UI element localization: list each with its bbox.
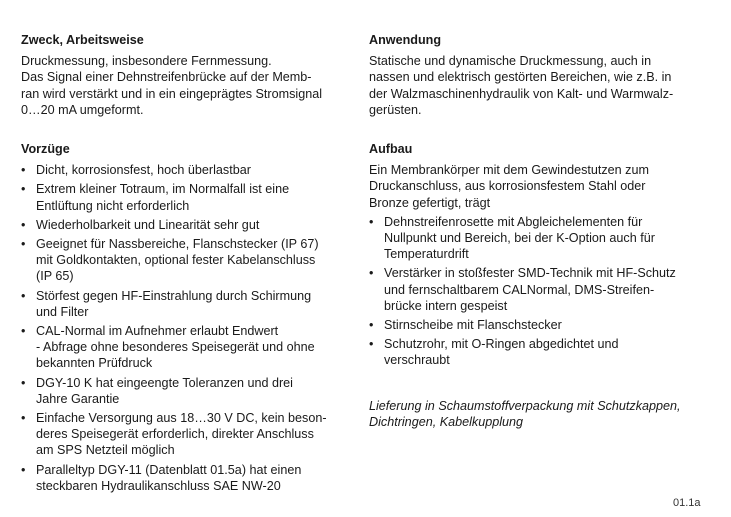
lieferung-text	[369, 398, 709, 430]
list-item	[369, 214, 709, 263]
list-item-line: (IP 65)	[36, 269, 74, 284]
heading-aufbau: Aufbau	[369, 142, 413, 157]
list-item-line: Schutzrohr, mit O-Ringen abgedichtet und	[384, 337, 619, 352]
list-item-line: Jahre Garantie	[36, 391, 120, 406]
list-item-line: und Filter	[36, 304, 89, 319]
list-item-line: Entlüftung nicht erforderlich	[36, 198, 190, 213]
zweck-line: 0…20 mA umgeformt.	[21, 102, 144, 117]
list-item-line: Paralleltyp DGY-11 (Datenblatt 01.5a) hat einen	[36, 462, 302, 477]
list-item	[21, 181, 351, 213]
list-item-line: bekannten Prüfdruck	[36, 356, 153, 371]
lieferung-line: Lieferung in Schaumstoffverpackung mit Schutzkappen,	[369, 398, 681, 413]
list-item-line: CAL-Normal im Aufnehmer erlaubt Endwert	[36, 324, 279, 339]
anwendung-line: nassen und elektrisch gestörten Bereichen, wie z.B. in	[369, 70, 672, 85]
right-column	[369, 32, 709, 430]
list-item-line: deres Speisegerät erforderlich, direkter Anschluss	[36, 427, 314, 442]
list-item	[21, 323, 351, 372]
list-item-line: Temperaturdrift	[384, 247, 469, 262]
list-item	[369, 265, 709, 314]
list-item	[21, 236, 351, 285]
list-item-line: mit Goldkontakten, optional fester Kabelanschluss	[36, 253, 316, 268]
list-item-line: am SPS Netzteil möglich	[36, 443, 175, 458]
list-item-line: Verstärker in stoßfester SMD-Technik mit HF-Schutz	[384, 266, 676, 281]
list-item	[21, 462, 351, 494]
section-aufbau	[369, 141, 709, 369]
list-item	[21, 288, 351, 320]
section-zweck	[21, 32, 351, 118]
list-item-line: Stirnscheibe mit Flanschstecker	[384, 318, 562, 333]
anwendung-line: Statische und dynamische Druckmessung, auch in	[369, 54, 652, 69]
section-anwendung	[369, 32, 709, 118]
heading-vorzuege: Vorzüge	[21, 142, 70, 157]
list-item-line: Dicht, korrosionsfest, hoch überlastbar	[36, 163, 251, 178]
list-item-line: Dehnstreifenrosette mit Abgleichelementen für	[384, 214, 643, 229]
zweck-line: Das Signal einer Dehnstreifenbrücke auf der Memb-	[21, 70, 312, 85]
anwendung-line: der Walzmaschinenhydraulik von Kalt- und Warmwalz-	[369, 86, 674, 101]
list-item-line: Wiederholbarkeit und Linearität sehr gut	[36, 217, 260, 232]
list-item-line: und fernschaltbarem CALNormal, DMS-Streifen-	[384, 282, 655, 297]
list-item-line: Einfache Versorgung aus 18…30 V DC, kein beson-	[36, 411, 327, 426]
aufbau-list	[369, 214, 709, 369]
heading-zweck: Zweck, Arbeitsweise	[21, 33, 144, 47]
vorzuege-list	[21, 162, 351, 494]
list-item-line: Nullpunkt und Bereich, bei der K-Option auch für	[384, 231, 655, 246]
list-item-line: verschraubt	[384, 353, 450, 368]
list-item-line: Geeignet für Nassbereiche, Flanschstecker (IP 67)	[36, 237, 319, 252]
list-item-line: Störfest gegen HF-Einstrahlung durch Schirmung	[36, 288, 312, 303]
zweck-line: Druckmessung, insbesondere Fernmessung.	[21, 54, 272, 69]
zweck-text	[21, 53, 351, 118]
zweck-line: ran wird verstärkt und in ein eingeprägtes Stromsignal	[21, 86, 323, 101]
list-item	[21, 410, 351, 459]
list-item-line: Extrem kleiner Totraum, im Normalfall ist eine	[36, 182, 290, 197]
list-item	[21, 375, 351, 407]
list-item	[21, 217, 351, 233]
anwendung-text	[369, 53, 709, 118]
list-item-line: - Abfrage ohne besonderes Speisegerät und ohne	[36, 340, 315, 355]
aufbau-intro-line: Bronze gefertigt, trägt	[369, 195, 491, 210]
list-item	[369, 317, 709, 333]
heading-anwendung: Anwendung	[369, 33, 442, 47]
list-item-line: steckbaren Hydraulikanschluss SAE NW-20	[36, 478, 281, 493]
anwendung-line: gerüsten.	[369, 102, 422, 117]
aufbau-intro-line: Ein Membrankörper mit dem Gewindestutzen zum	[369, 163, 649, 178]
page-number: 01.1a	[673, 497, 701, 509]
list-item	[21, 162, 351, 178]
list-item	[369, 336, 709, 368]
aufbau-intro	[369, 162, 709, 211]
aufbau-intro-line: Druckanschluss, aus korrosionsfestem Stahl oder	[369, 179, 646, 194]
list-item-line: DGY-10 K hat eingeengte Toleranzen und drei	[36, 375, 293, 390]
lieferung-line: Dichtringen, Kabelkupplung	[369, 414, 524, 429]
left-column	[21, 32, 351, 517]
section-vorzuege	[21, 141, 351, 494]
list-item-line: brücke intern gespeist	[384, 298, 508, 313]
